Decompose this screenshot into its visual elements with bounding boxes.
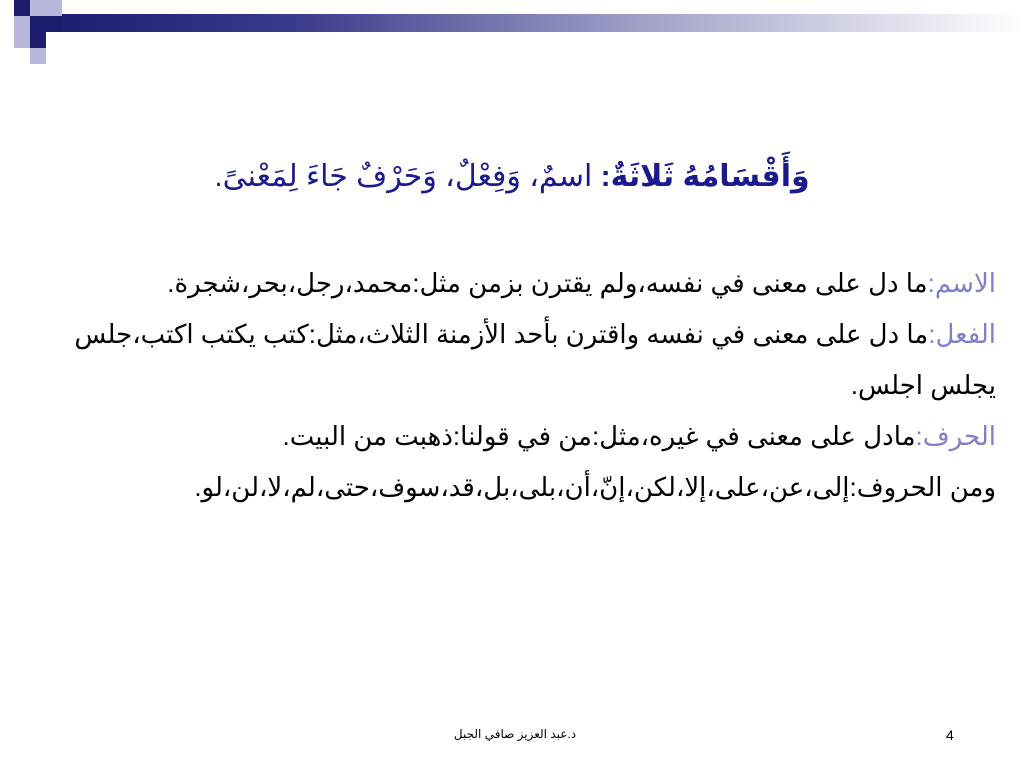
- header-square-decoration: [14, 0, 30, 16]
- header-square-decoration: [14, 16, 30, 32]
- slide-body: [20, 258, 996, 513]
- title-strong: وَأَقْسَامُهُ ثَلاثَةٌ:: [600, 160, 810, 193]
- definition-noun: [20, 258, 996, 309]
- particles-list: ومن الحروف:إلى،عن،على،إلا،لكن،إنّ،أن،بلى،بل،قد،سوف،حتى،لم،لا،لن،لو.: [194, 472, 996, 502]
- title-rest: اسمٌ، وَفِعْلٌ، وَحَرْفٌ جَاءَ لِمَعْنىً.: [214, 160, 601, 193]
- header-square-decoration: [30, 48, 46, 64]
- header-square-decoration: [46, 0, 62, 16]
- page-number: 4: [946, 727, 954, 743]
- definition-particle: [20, 411, 996, 462]
- header-square-decoration: [46, 16, 62, 32]
- definition-verb-text: ما دل على معنى في نفسه واقترن بأحد الأزمنة الثلاث،مثل:كتب يكتب اكتب،جلس يجلس اجلس.: [74, 319, 996, 400]
- header-square-decoration: [30, 32, 46, 48]
- definition-noun-text: ما دل على معنى في نفسه،ولم يقترن بزمن مثل:محمد،رجل،بحر،شجرة.: [167, 268, 928, 298]
- header-gradient-bar: [60, 14, 1024, 32]
- header-square-decoration: [14, 32, 30, 48]
- header-square-decoration: [30, 16, 46, 32]
- footer-author: د.عبد العزيز صافي الجبل: [453, 727, 577, 741]
- header-square-decoration: [30, 0, 46, 16]
- definition-particle-text: مادل على معنى في غيره،مثل:من في قولنا:ذهبت من البيت.: [282, 421, 916, 451]
- term-noun: الاسم:: [927, 268, 996, 298]
- slide-title: [40, 155, 984, 199]
- term-verb: الفعل:: [928, 319, 996, 349]
- definition-verb: [20, 309, 996, 411]
- term-particle: الحرف:: [915, 421, 996, 451]
